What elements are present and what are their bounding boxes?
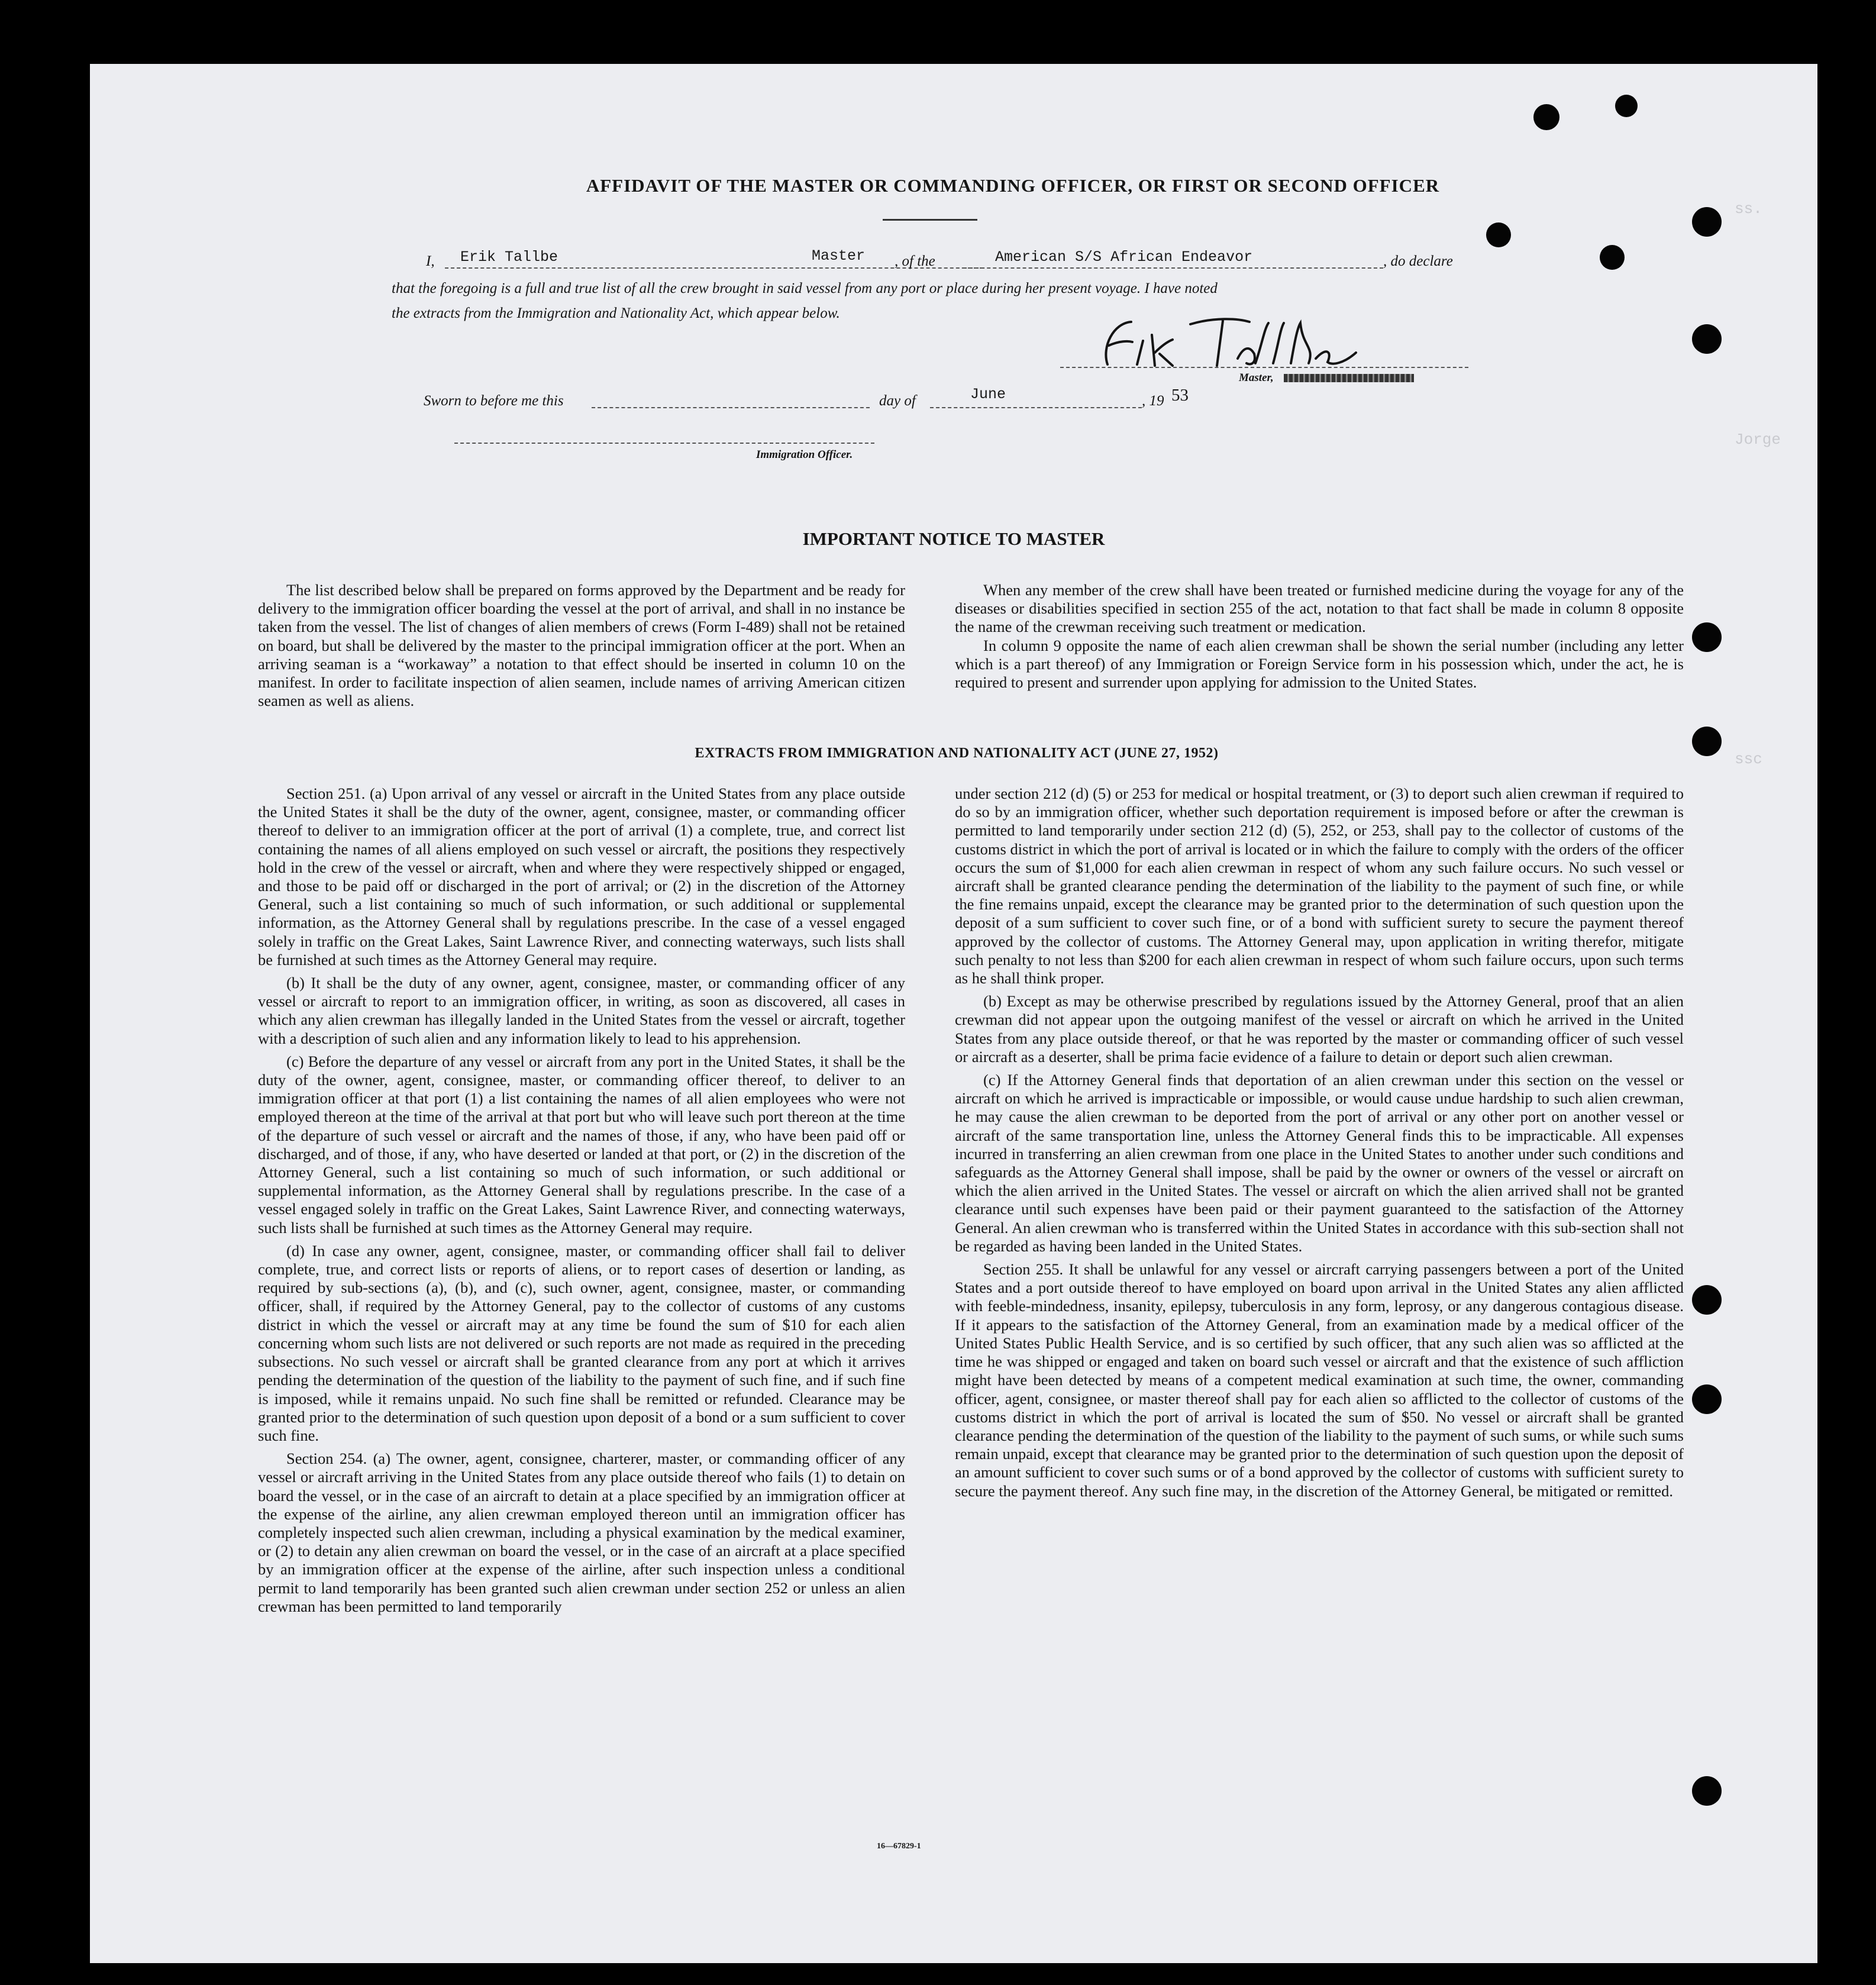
month-field: June — [970, 386, 1006, 403]
notice-right-text-1: When any member of the crew shall have been treated or furnished medicine during the voyage for any of the diseases or disabilities specified in section 255 of the act, notation to that fact shall be made in column 8 opposite the name of the crewman receiving such treatment or medication. — [955, 581, 1684, 636]
section-254-b: (b) Except as may be otherwise prescribed by regulations issued by the Attorney General, proof that an alien crewman did not appear upon the outgoing manifest of the vessel or aircraft on which he arrived in the United States from any place outside thereof, or that he was reported by the master or commanding officer of such vessel or aircraft as a deserter, shall be prima facie evidence of a failure to detain or deport such alien crewman. — [955, 992, 1684, 1066]
bleed-through-mark: ss. — [1735, 200, 1762, 218]
punch-hole — [1600, 245, 1625, 270]
affidavit-statement-line2: the extracts from the Immigration and Nationality Act, which appear below. — [392, 305, 840, 321]
punch-hole — [1692, 1776, 1722, 1806]
punch-hole — [1692, 207, 1722, 237]
section-254-a: Section 254. (a) The owner, agent, consignee, charterer, master, or commanding officer of any vessel or aircraft arriving in the United States from any place outside thereof who fails (1) to detain on board the vessel, or in the case of an aircraft to detain at a place specified by an immigration officer at the expense of the airline, any alien crewman employed thereon until an immigration officer has completely inspected such alien crewman, including a physical examination by the medical examiner, or (2) to detain any alien crewman on board the vessel, or in the case of an aircraft at a place specified by an immigration officer at the expense of the airline, after such inspection unless a conditional permit to land temporarily has been granted such alien crewman under section 252 or unless an alien crewman has been permitted to land temporarily — [258, 1450, 905, 1615]
year-prefix: , 19 — [1142, 393, 1164, 409]
section-254-a-cont: under section 212 (d) (5) or 253 for medical or hospital treatment, or (3) to deport such alien crewman if required to do so by an immigration officer, whether such deportation requirement is imposed before or after the crewman is permitted to land temporarily under section 212 (d) (5), 252, or 253, shall pay to the collector of customs of the customs district in which the port of arrival is located or in which the failure to comply with the orders of the officer occurs the sum of $1,000 for each alien crewman in respect of whom any such failure occurs. No such vessel or aircraft shall be granted clearance pending the determination of the liability to the payment of such fine, or while the fine remains unpaid, except the clearance may be granted prior to the determination of such question upon the deposit of a sum sufficient to cover such fine, or of a bond with sufficient surety to secure the payment thereof approved by the collector of customs. The Attorney General may, upon application in writing therefor, mitigate such penalty to not less than $200 for each alien crewman in respect of whom such failure occurs, upon such terms as he shall think proper. — [955, 785, 1684, 987]
vessel-field-line — [963, 267, 1383, 269]
year-suffix: 53 — [1171, 386, 1189, 405]
struck-out-title — [1284, 374, 1414, 382]
affidavit-statement-line1: that the foregoing is a full and true list of all the crew brought in said vessel from any port or place during her present voyage. I have noted — [392, 280, 1218, 296]
notice-left-text: The list described below shall be prepared on forms approved by the Department and be ready for delivery to the immigration officer boarding the vessel at the port of arrival, and shall in no instance be taken from the vessel. The list of changes of alien members of crews (Form I-489) shall not be retained on board, but shall be delivered by the master to the principal immigration officer at the port. When an arriving seaman is a “workaway” a notation to that effect should be inserted in column 10 on the manifest. In order to facilitate inspection of alien seamen, include names of arriving American citizen seamen as well as aliens. — [258, 581, 905, 710]
vessel-name-field: American S/S African Endeavor — [995, 248, 1253, 266]
punch-hole — [1486, 222, 1511, 247]
title-divider — [883, 219, 977, 221]
master-name-field: Erik Tallbe — [460, 248, 558, 266]
month-line — [930, 407, 1142, 408]
day-of-label: day of — [879, 393, 916, 409]
section-251-d: (d) In case any owner, agent, consignee, master, or commanding officer shall fail to deliver complete, true, and correct lists or reports of aliens, or to report cases of desertion or landing, as required by sub-sections (a), (b), and (c), such owner, agent, consignee, master, or commanding officer, shall, if required by the Attorney General, pay to the collector of customs of any customs district in which the vessel or aircraft may at any time be found the sum of $10 for each alien concerning whom such lists are not delivered or such reports are not made as required in the preceding subsections. No such vessel or aircraft shall be granted clearance from any port at which it arrives pending the determination of the question of the liability to the payment of such fine, and if such fine is imposed, while it remains unpaid. No such fine shall be remitted or refunded. Clearance may be granted prior to the determination of such question upon deposit of a bond or a sum sufficient to cover such fine. — [258, 1241, 905, 1444]
punch-hole — [1692, 622, 1722, 652]
notice-right-text-2: In column 9 opposite the name of each alien crewman shall be shown the serial number (including any letter which is a part thereof) of any Immigration or Foreign Service form in his possession which, under the act, he is required to present and surrender upon applying for admission to the United States. — [955, 636, 1684, 692]
signature-caption: Master, — [1239, 372, 1274, 384]
punch-hole — [1533, 104, 1559, 130]
notice-left-paragraph — [258, 581, 905, 710]
bleed-through-mark: Jorge — [1735, 431, 1781, 448]
do-declare-label: , do declare — [1383, 253, 1453, 269]
extracts-title: EXTRACTS FROM IMMIGRATION AND NATIONALITY ACT (JUNE 27, 1952) — [695, 745, 1219, 761]
bleed-through-mark: ssc — [1735, 750, 1762, 768]
form-number: 16—67829-1 — [877, 1842, 921, 1851]
punch-hole — [1692, 1384, 1722, 1414]
position-field: Master — [812, 247, 866, 264]
immigration-officer-caption: Immigration Officer. — [756, 448, 853, 461]
section-254-c: (c) If the Attorney General finds that deportation of an alien crewman under this section on the vessel or aircraft on which he arrived is impracticable or impossible, or would cause undue hardship to such alien crewman, he may cause the alien crewman to be deported from the port of arrival or any other port on another vessel or aircraft of the same transportation line, unless the Attorney General finds this to be impracticable. All expenses incurred in transferring an alien crewman from one place in the United States to another under such conditions and safeguards as the Attorney General shall impose, shall be paid by the owner or owners of the vessel or aircraft on which the alien arrived in the United States. The vessel or aircraft on which the alien arrived shall not be granted clearance until such expenses have been paid or their payment guaranteed to the satisfaction of the Attorney General. An alien crewman who is transferred within the United States in accordance with this sub-section shall not be regarded as having been landed in the United States. — [955, 1071, 1684, 1255]
immigration-officer-line — [454, 443, 874, 444]
punch-hole — [1692, 727, 1722, 756]
sworn-date-line — [592, 407, 870, 408]
notice-right-paragraphs — [955, 581, 1684, 692]
punch-hole — [1692, 1285, 1722, 1315]
sworn-label: Sworn to before me this — [424, 393, 564, 409]
affidavit-title: AFFIDAVIT OF THE MASTER OR COMMANDING OFFICER, OR FIRST OR SECOND OFFICER — [586, 175, 1440, 196]
extracts-right-column — [955, 785, 1684, 1505]
punch-hole — [1615, 95, 1638, 117]
document-page — [90, 64, 1817, 1963]
punch-hole — [1692, 324, 1722, 354]
section-251-a: Section 251. (a) Upon arrival of any vessel or aircraft in the United States from any place outside the United States it shall be the duty of the owner, agent, consignee, master, or commanding officer thereof to deliver to an immigration officer at the port of arrival (1) a complete, true, and correct list containing the names of all aliens employed on such vessel or aircraft, the positions they respectively hold in the crew of the vessel or aircraft, when and where they were respectively shipped or engaged, and those to be paid off or discharged in the port of arrival; or (2) in the discretion of the Attorney General, such a list containing so much of such information, or such additional or supplemental information, as the Attorney General shall by regulations prescribe. In the case of a vessel engaged solely in traffic on the Great Lakes, Saint Lawrence River, and connecting waterways, such lists shall be furnished at such times as the Attorney General may require. — [258, 785, 905, 969]
section-251-b: (b) It shall be the duty of any owner, agent, consignee, master, or commanding officer of any vessel or aircraft to report to an immigration officer, in writing, as soon as discovered, all cases in which any alien crewman has illegally landed in the United States from the vessel or aircraft, together with a description of such alien and any information likely to lead to his apprehension. — [258, 974, 905, 1047]
section-251-c: (c) Before the departure of any vessel or aircraft from any port in the United States, it shall be the duty of the owner, agent, consignee, master, or commanding officer thereof, to deliver to an immigration officer at that port (1) a list containing the names of all alien employees who were not employed thereon at the time of the arrival at that port but who will leave such port thereon at the time of the departure of such vessel or aircraft and the names of those, if any, who have been paid off or discharged, and of those, if any, who have deserted or landed at that port, or (2) in the discretion of the Attorney General, such a list containing so much of such information, or such additional or supplemental information, as the Attorney General shall by regulations prescribe. In the case of a vessel engaged solely in traffic on the Great Lakes, Saint Lawrence River, and connecting waterways, such lists shall be furnished at such times as the Attorney General may require. — [258, 1052, 905, 1237]
signature-line — [1060, 367, 1468, 368]
section-255: Section 255. It shall be unlawful for any vessel or aircraft carrying passengers between a port of the United States and a port outside thereof to have employed on board upon arrival in the United States any alien afflicted with feeble-mindedness, insanity, epilepsy, tuberculosis in any form, leprosy, or any dangerous contagious disease. If it appears to the satisfaction of the Attorney General, from an examination made by a medical officer of the United States Public Health Service, and is so certified by such officer, that any such alien was so afflicted at the time he was shipped or engaged and taken on board such vessel or aircraft and that the existence of such affliction might have been detected by means of a competent medical examination at such time, the owner, commanding officer, agent, consignee, or master thereof shall pay for each alien so afflicted to the collector of customs of the customs district in which the port of arrival is located the sum of $50. No vessel or aircraft shall be granted clearance pending the determination of the question of the liability to the payment of such sums, or while such sums remain unpaid, except that clearance may be granted prior to the determination of such question upon the deposit of an amount sufficient to cover such sums or of a bond approved by the collector of customs with sufficient surety to secure the payment thereof. Any such fine may, in the discretion of the Attorney General, be mitigated or remitted. — [955, 1260, 1684, 1500]
notice-title: IMPORTANT NOTICE TO MASTER — [802, 528, 1105, 549]
affidavit-i-label: I, — [426, 253, 435, 269]
of-the-label: , of the — [895, 253, 935, 269]
extracts-left-column — [258, 785, 905, 1621]
